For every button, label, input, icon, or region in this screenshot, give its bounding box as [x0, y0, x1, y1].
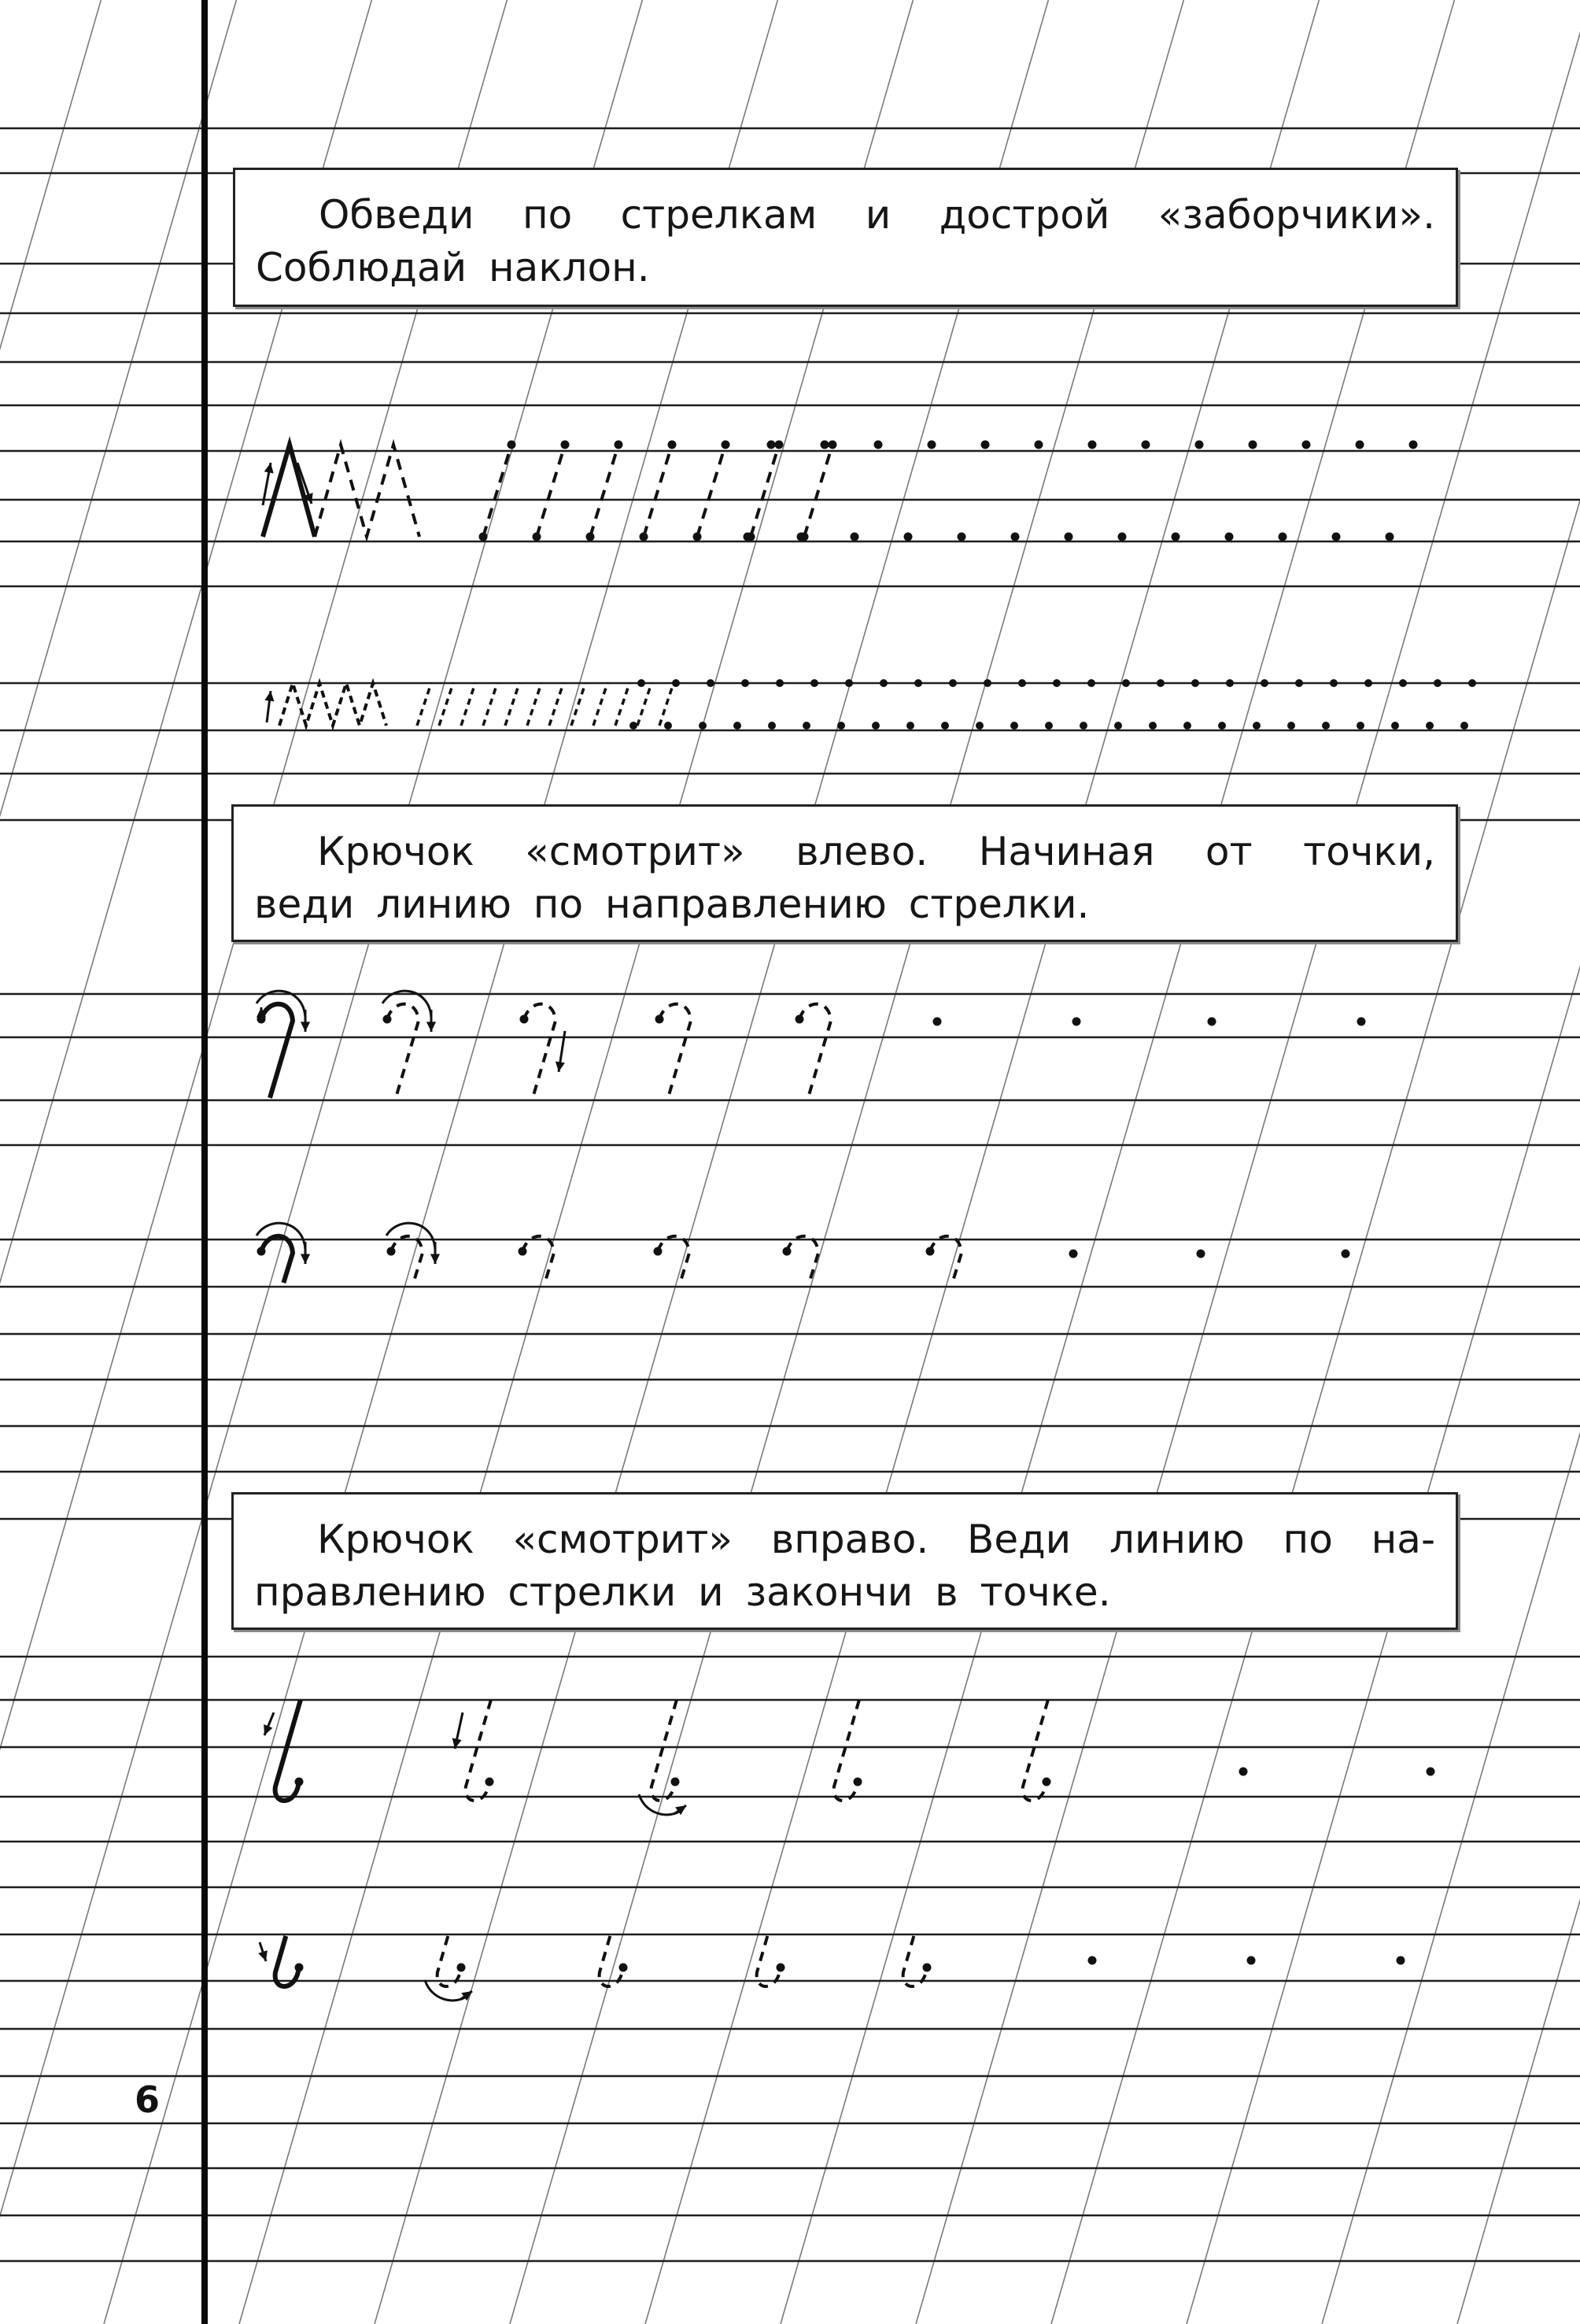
- slant-line: [0, 0, 507, 2324]
- left-hook-stroke: [930, 1236, 962, 1283]
- guide-dot: [1342, 1250, 1350, 1258]
- instruction-text-line: Крючок «смотрит» влево. Начиная от точки,: [317, 829, 1435, 874]
- guide-dot: [949, 679, 957, 687]
- guide-dot: [699, 722, 707, 730]
- guide-dot: [655, 1015, 664, 1024]
- guide-dot: [1011, 533, 1020, 541]
- left-hook-stroke: [658, 1236, 689, 1283]
- dashed-fence-stroke: [659, 683, 674, 726]
- dashed-fence-stroke: [527, 683, 541, 726]
- right-hook-stroke: [275, 1936, 299, 1986]
- guide-dot: [654, 1247, 663, 1256]
- guide-dot: [257, 1015, 266, 1024]
- instruction-text-line: Крючок «смотрит» вправо. Веди линию по на-: [317, 1517, 1435, 1562]
- guide-dot: [629, 722, 637, 730]
- guide-dot: [1088, 1956, 1097, 1965]
- guide-dot: [1460, 722, 1468, 730]
- guide-dot: [1225, 533, 1234, 541]
- exercise-left-hook-large: [257, 991, 1366, 1098]
- guide-dot: [783, 1247, 792, 1256]
- guide-dot: [1279, 533, 1287, 541]
- arrow-head-icon: [301, 1022, 310, 1032]
- guide-dot: [1195, 441, 1204, 449]
- guide-dot: [1183, 722, 1191, 730]
- guide-dot: [933, 1018, 942, 1026]
- guide-dot: [615, 441, 623, 449]
- right-hook-stroke: [275, 1700, 301, 1801]
- guide-dot: [1426, 722, 1434, 730]
- guide-dot: [1191, 679, 1199, 687]
- slant-line: [916, 0, 1580, 2324]
- dashed-fence-stroke: [804, 445, 832, 537]
- guide-dot: [874, 441, 883, 449]
- guide-dot: [383, 1015, 392, 1024]
- exercise-zigzag-large: [263, 441, 1418, 541]
- right-hook-stroke: [652, 1700, 677, 1801]
- instruction-text-line: веди линию по направлению стрелки.: [254, 881, 1090, 927]
- guide-dot: [1218, 722, 1226, 730]
- dashed-fence-stroke: [461, 683, 475, 726]
- slant-line: [239, 0, 913, 2324]
- left-hook-stroke: [659, 1004, 691, 1098]
- guide-dot: [1208, 1018, 1216, 1026]
- guide-dot: [457, 1964, 466, 1972]
- guide-dot: [387, 1247, 396, 1256]
- guide-dot: [872, 722, 880, 730]
- guide-dot: [1045, 722, 1053, 730]
- right-hook-stroke: [834, 1700, 859, 1801]
- arrow-head-icon: [258, 1950, 268, 1961]
- guide-dot: [479, 533, 488, 541]
- guide-dot: [914, 679, 922, 687]
- guide-dot: [1364, 679, 1372, 687]
- dashed-fence-stroke: [593, 683, 607, 726]
- arrow-head-icon: [556, 1062, 565, 1072]
- dashed-zigzag: [315, 445, 419, 537]
- slant-line: [0, 0, 642, 2324]
- guide-dot: [1434, 679, 1442, 687]
- guide-dot: [821, 441, 829, 449]
- guide-dot: [1069, 1250, 1078, 1258]
- guide-dot: [775, 441, 784, 449]
- dashed-fence-stroke: [483, 445, 511, 537]
- guide-dot: [1226, 679, 1234, 687]
- slant-line: [375, 0, 1048, 2324]
- arrow-head-icon: [426, 1022, 436, 1032]
- guide-dot: [722, 441, 730, 449]
- guide-dot: [1087, 679, 1095, 687]
- guide-dot: [1247, 1956, 1256, 1965]
- guide-dot: [776, 679, 784, 687]
- slant-line: [1187, 0, 1580, 2324]
- left-hook-stroke: [261, 1004, 293, 1098]
- guide-dot: [1197, 1250, 1205, 1258]
- guide-dot: [561, 441, 570, 449]
- exercise-right-hook-large: [264, 1700, 1434, 1815]
- dashed-fence-stroke: [483, 683, 497, 726]
- guide-dot: [640, 533, 648, 541]
- guide-dot: [1253, 722, 1261, 730]
- guide-dot: [485, 1778, 494, 1786]
- guide-dot: [1409, 441, 1418, 449]
- dashed-fence-stroke: [537, 445, 565, 537]
- guide-dot: [672, 679, 680, 687]
- dashed-fence-stroke: [697, 445, 725, 537]
- dashed-fence-stroke: [439, 683, 453, 726]
- slant-line: [645, 0, 1319, 2324]
- guide-dot: [810, 679, 818, 687]
- dashed-fence-stroke: [637, 683, 652, 726]
- guide-dot: [519, 1247, 527, 1256]
- guide-dot: [586, 533, 595, 541]
- guide-dot: [1122, 679, 1130, 687]
- left-hook-stroke: [524, 1004, 556, 1098]
- guide-dot: [295, 1964, 304, 1972]
- guide-dot: [904, 533, 913, 541]
- instruction-box-right-hook: [231, 1492, 1458, 1630]
- right-hook-stroke: [1023, 1700, 1048, 1801]
- arrow-head-icon: [430, 1254, 440, 1264]
- guide-dot: [1035, 441, 1043, 449]
- instruction-text-line: Соблюдай наклон.: [256, 245, 650, 290]
- guide-dot: [796, 1015, 804, 1024]
- guide-dot: [1295, 679, 1303, 687]
- guide-dot: [707, 679, 714, 687]
- guide-dot: [1065, 533, 1073, 541]
- dashed-fence-stroke: [590, 445, 618, 537]
- guide-dot: [619, 1964, 628, 1972]
- guide-dot: [906, 722, 914, 730]
- arrow-head-icon: [264, 463, 274, 474]
- guide-dot: [533, 533, 541, 541]
- guide-dot: [1356, 441, 1364, 449]
- guide-dot: [984, 679, 991, 687]
- guide-dot: [1010, 722, 1018, 730]
- guide-dot: [744, 533, 752, 541]
- slant-line: [0, 0, 236, 2324]
- guide-dot: [637, 679, 645, 687]
- guide-dot: [928, 441, 936, 449]
- guide-dot: [768, 722, 776, 730]
- guide-dot: [520, 1015, 529, 1024]
- right-hook-stroke: [466, 1700, 491, 1801]
- instruction-box-fences: [233, 168, 1458, 307]
- guide-dot: [1357, 722, 1364, 730]
- guide-dot: [829, 441, 837, 449]
- page-number: 6: [134, 2078, 160, 2121]
- guide-dot: [837, 722, 845, 730]
- right-hook-stroke: [437, 1936, 461, 1986]
- dashed-fence-stroke: [417, 683, 431, 726]
- exercise-zigzag-small: [264, 679, 1476, 730]
- dashed-fence-stroke: [751, 445, 779, 537]
- guide-dot: [733, 722, 741, 730]
- guide-dot: [257, 1247, 266, 1256]
- dashed-fence-stroke: [505, 683, 519, 726]
- guide-dot: [941, 722, 949, 730]
- guide-dot: [1386, 533, 1394, 541]
- left-hook-stroke: [522, 1236, 554, 1283]
- instruction-box-left-hook: [231, 804, 1458, 942]
- exercise-right-hook-small: [258, 1936, 1405, 2001]
- guide-dot: [1391, 722, 1399, 730]
- left-hook-stroke: [387, 1004, 419, 1098]
- guide-dot: [1468, 679, 1476, 687]
- guide-dot: [1114, 722, 1122, 730]
- guide-dot: [668, 441, 677, 449]
- guide-dot: [958, 533, 966, 541]
- margin-line: [201, 0, 208, 2324]
- guide-dot: [880, 679, 888, 687]
- guide-dot: [741, 679, 749, 687]
- dashed-fence-stroke: [549, 683, 563, 726]
- guide-dot: [1088, 441, 1097, 449]
- guide-dot: [923, 1964, 932, 1972]
- guide-dot: [803, 722, 810, 730]
- guide-dot: [1427, 1768, 1435, 1776]
- guide-dot: [1149, 722, 1157, 730]
- guide-dot: [854, 1778, 862, 1786]
- guide-dot: [693, 533, 702, 541]
- guide-dot: [1322, 722, 1330, 730]
- dashed-fence-stroke: [644, 445, 672, 537]
- horizontal-ruling: [0, 128, 1580, 2261]
- left-hook-stroke: [799, 1004, 831, 1098]
- guide-dot: [295, 1778, 304, 1786]
- guide-dot: [1172, 533, 1180, 541]
- guide-dot: [1261, 679, 1268, 687]
- guide-dot: [1157, 679, 1165, 687]
- right-hook-stroke: [903, 1936, 927, 1986]
- guide-dot: [671, 1778, 680, 1786]
- guide-dot: [926, 1247, 935, 1256]
- guide-dot: [1357, 1018, 1366, 1026]
- guide-dot: [1239, 1768, 1248, 1776]
- guide-dot: [1072, 1018, 1081, 1026]
- right-hook-stroke: [757, 1936, 781, 1986]
- guide-dot: [851, 533, 859, 541]
- guide-dot: [1332, 533, 1341, 541]
- slant-line: [1322, 0, 1580, 2324]
- slant-line: [1051, 0, 1580, 2324]
- instruction-text-line: Обведи по стрелкам и дострой «заборчики».: [319, 192, 1435, 238]
- guide-dot: [508, 441, 516, 449]
- guide-dot: [1399, 679, 1407, 687]
- guide-dot: [1118, 533, 1127, 541]
- guide-dot: [777, 1964, 785, 1972]
- slant-line: [0, 0, 101, 2324]
- dashed-fence-stroke: [615, 683, 629, 726]
- guide-dot: [981, 441, 990, 449]
- guide-dot: [1287, 722, 1295, 730]
- guide-dot: [767, 441, 776, 449]
- guide-dot: [1080, 722, 1087, 730]
- slant-line: [0, 0, 371, 2324]
- instruction-text-line: правлению стрелки и закончи в точке.: [254, 1569, 1111, 1615]
- guide-dot: [1249, 441, 1257, 449]
- slant-line: [781, 0, 1454, 2324]
- slant-line: [510, 0, 1183, 2324]
- guide-dot: [1053, 679, 1061, 687]
- guide-dot: [797, 533, 806, 541]
- guide-dot: [1018, 679, 1026, 687]
- slant-line: [1457, 0, 1580, 2324]
- guide-dot: [976, 722, 984, 730]
- arrow-head-icon: [301, 1254, 310, 1264]
- guide-dot: [1330, 679, 1338, 687]
- guide-dot: [1142, 441, 1150, 449]
- guide-dot: [1043, 1778, 1051, 1786]
- guide-dot: [1302, 441, 1311, 449]
- guide-dot: [1397, 1956, 1405, 1965]
- guide-dot: [664, 722, 672, 730]
- guide-dot: [845, 679, 853, 687]
- dashed-small-zigzag: [279, 683, 386, 726]
